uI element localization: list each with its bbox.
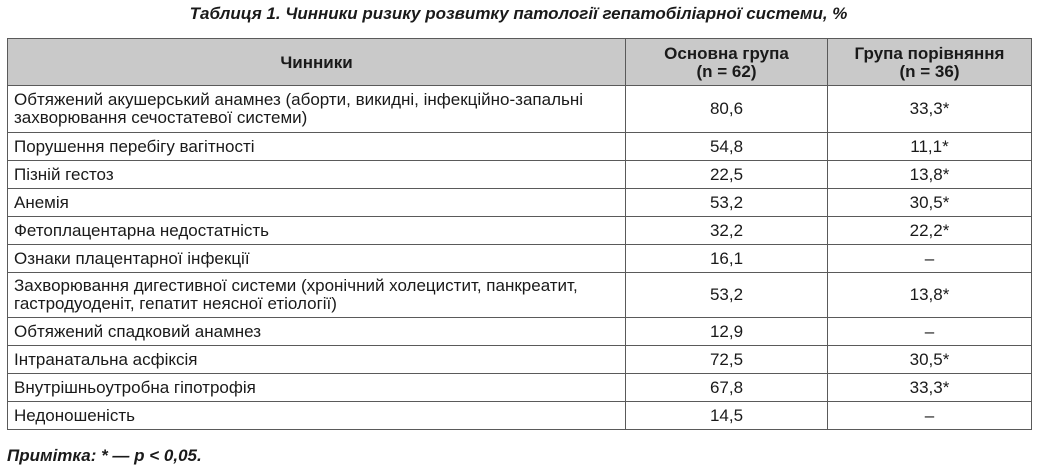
factor-cell: Фетоплацентарна недостатність: [8, 217, 626, 245]
factor-cell: Пізній гестоз: [8, 161, 626, 189]
risk-factors-table: [7, 38, 1032, 430]
main-group-cell: 12,9: [626, 318, 828, 346]
header-comparison-group-n: (n = 36): [899, 62, 960, 81]
comparison-group-cell: 30,5*: [828, 346, 1032, 374]
table-row: [8, 346, 1032, 374]
header-factor-label: Чинники: [280, 53, 353, 72]
factor-cell: Ознаки плацентарної інфекції: [8, 245, 626, 273]
factor-cell: Захворювання дигестивної системи (хронічний холецистит, панкреатит, гастродуоденіт, гепатит неясної етіології): [8, 273, 626, 318]
main-group-cell: 53,2: [626, 273, 828, 318]
main-group-cell: 54,8: [626, 133, 828, 161]
main-group-cell: 72,5: [626, 346, 828, 374]
main-group-cell: 16,1: [626, 245, 828, 273]
main-group-cell: 53,2: [626, 189, 828, 217]
table-row: [8, 133, 1032, 161]
comparison-group-cell: 30,5*: [828, 189, 1032, 217]
factor-cell: Внутрішньоутробна гіпотрофія: [8, 374, 626, 402]
factor-cell: Обтяжений спадковий анамнез: [8, 318, 626, 346]
factor-cell: Інтранатальна асфіксія: [8, 346, 626, 374]
header-main-group-n: (n = 62): [696, 62, 757, 81]
table-caption: Таблиця 1. Чинники ризику розвитку патології гепатобіліарної системи, %: [189, 4, 848, 23]
main-group-cell: 22,5: [626, 161, 828, 189]
factor-cell: Порушення перебігу вагітності: [8, 133, 626, 161]
header-main-group: [626, 39, 828, 86]
comparison-group-cell: 11,1*: [828, 133, 1032, 161]
table-row: [8, 189, 1032, 217]
header-comparison-group: [828, 39, 1032, 86]
comparison-group-cell: 33,3*: [828, 374, 1032, 402]
table-row: [8, 374, 1032, 402]
comparison-group-cell: 22,2*: [828, 217, 1032, 245]
table-row: [8, 273, 1032, 318]
main-group-cell: 14,5: [626, 402, 828, 430]
comparison-group-cell: –: [828, 245, 1032, 273]
table-row: [8, 245, 1032, 273]
table-row: [8, 402, 1032, 430]
main-group-cell: 32,2: [626, 217, 828, 245]
main-group-cell: 67,8: [626, 374, 828, 402]
factor-cell: Обтяжений акушерський анамнез (аборти, викидні, інфекційно-запальні захворювання сечостатевої системи): [8, 86, 626, 133]
table-header-row: [8, 39, 1032, 86]
header-comparison-group-label: Група порівняння: [854, 44, 1005, 63]
header-factor: [8, 39, 626, 86]
table-row: [8, 217, 1032, 245]
header-main-group-label: Основна група: [664, 44, 789, 63]
main-group-cell: 80,6: [626, 86, 828, 133]
comparison-group-cell: 13,8*: [828, 273, 1032, 318]
table-row: [8, 318, 1032, 346]
comparison-group-cell: 33,3*: [828, 86, 1032, 133]
table-row: [8, 86, 1032, 133]
table-row: [8, 161, 1032, 189]
comparison-group-cell: 13,8*: [828, 161, 1032, 189]
comparison-group-cell: –: [828, 318, 1032, 346]
factor-cell: Анемія: [8, 189, 626, 217]
table-footnote: Примітка: * — p < 0,05.: [7, 446, 202, 465]
comparison-group-cell: –: [828, 402, 1032, 430]
factor-cell: Недоношеність: [8, 402, 626, 430]
